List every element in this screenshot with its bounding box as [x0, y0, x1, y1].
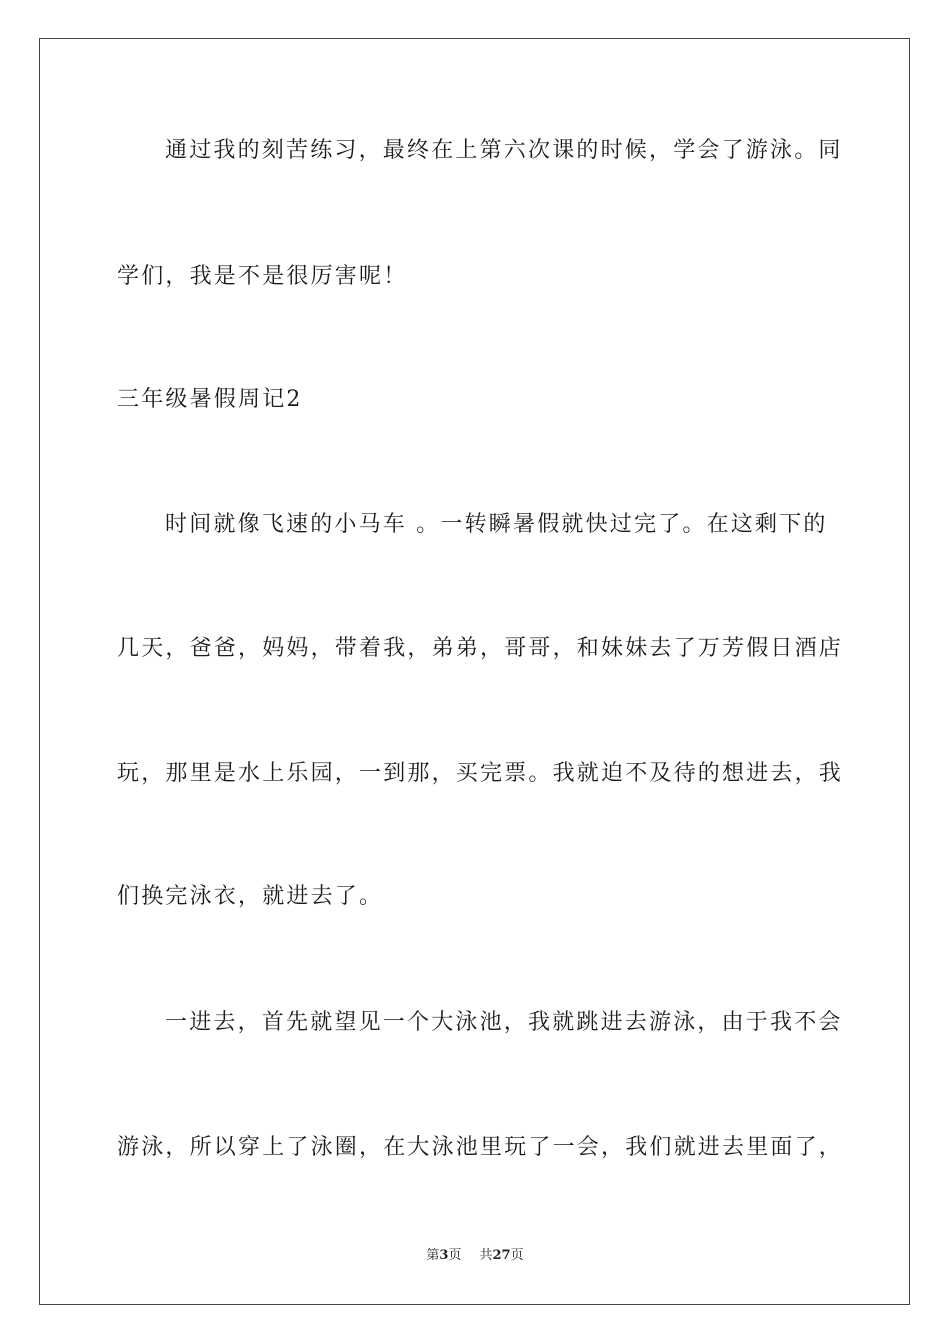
total-prefix: 共 — [479, 1248, 493, 1263]
paragraph-line: 时间就像飞速的小马车 。一转瞬暑假就快过完了。在这剩下的 — [165, 512, 828, 537]
page-border — [39, 38, 910, 1305]
page-total: 27 — [492, 1248, 511, 1263]
paragraph-line: 们换完泳衣，就进去了。 — [117, 884, 384, 909]
page-footer — [0, 1247, 950, 1265]
paragraph-line: 通过我的刻苦练习，最终在上第六次课的时候，学会了游泳。同 — [165, 138, 843, 163]
total-suffix: 页 — [510, 1248, 524, 1263]
page-prefix: 第 — [426, 1248, 440, 1263]
paragraph-line: 一进去，首先就望见一个大泳池，我就跳进去游泳，由于我不会 — [165, 1010, 843, 1035]
page-current: 3 — [439, 1248, 449, 1263]
paragraph-line: 学们，我是不是很厉害呢！ — [117, 264, 408, 289]
page-suffix: 页 — [448, 1248, 462, 1263]
paragraph-line: 几天，爸爸，妈妈，带着我，弟弟，哥哥，和妹妹去了万芳假日酒店 — [117, 636, 844, 661]
paragraph-line: 游泳，所以穿上了泳圈，在大泳池里玩了一会，我们就进去里面了， — [117, 1135, 844, 1160]
paragraph-line: 玩，那里是水上乐园，一到那，买完票。我就迫不及待的想进去，我 — [117, 761, 844, 786]
section-heading: 三年级暑假周记2 — [117, 387, 303, 412]
